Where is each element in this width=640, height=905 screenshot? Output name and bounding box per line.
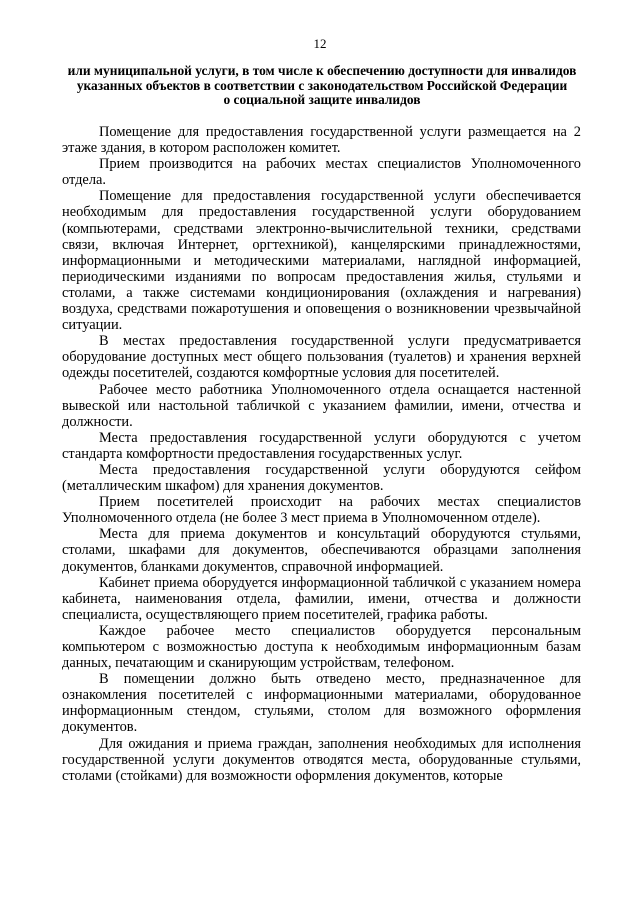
paragraph: Помещение для предоставления государственной услуги обеспечивается необходимым для предоставления государственной услуги оборудованием (компьютерами, средствами электронно-вычислительной техники, средствами связи, включая Интернет, оргтехникой), канцелярскими принадлежностями, информационными и методическими материалами, наглядной информацией, периодическими изданиями по вопросам предоставления жилья, стульями и столами, а также системами кондиционирования (охлаждения и нагревания) воздуха, средствами пожаротушения и оповещения о возникновении чрезвычайной ситуации. <box>62 188 581 334</box>
paragraph: Места предоставления государственной услуги оборудуются с учетом стандарта комфортности предоставления государственных услуг. <box>62 429 581 462</box>
body-text <box>62 124 581 784</box>
page-number: 12 <box>313 36 327 51</box>
paragraph: Кабинет приема оборудуется информационной табличкой с указанием номера кабинета, наименования отдела, фамилии, имени, отчества и должности специалиста, осуществляющего прием посетителей, графика работы. <box>62 574 581 623</box>
heading-line: о социальной защите инвалидов <box>223 92 421 108</box>
paragraph: Каждое рабочее место специалистов оборудуется персональным компьютером с возможностью доступа к необходимым информационным базам данных, печатающим и сканирующим устройствам, телефоном. <box>62 622 581 672</box>
paragraph: Прием посетителей происходит на рабочих местах специалистов Уполномоченного отдела (не более 3 мест приема в Уполномоченном отделе). <box>62 494 581 527</box>
paragraph: В помещении должно быть отведено место, предназначенное для ознакомления посетителей с информационными материалами, оборудованное информационным стендом, стульями, столом для возможного оформления документов. <box>62 671 581 736</box>
paragraph: В местах предоставления государственной услуги предусматривается оборудование доступных мест общего пользования (туалетов) и хранения верхней одежды посетителей, создаются комфортные условия для посетителей. <box>62 333 581 382</box>
paragraph: Места для приема документов и консультаций оборудуются стульями, столами, шкафами для документов, обеспечиваются образцами заполнения документов, бланками документов, справочной информацией. <box>62 526 581 575</box>
paragraph: Помещение для предоставления государственной услуги размещается на 2 этаже здания, в котором расположен комитет. <box>62 124 581 157</box>
paragraph: Рабочее место работника Уполномоченного отдела оснащается настенной вывеской или настольной табличкой с указанием фамилии, имени, отчества и должности. <box>62 381 581 430</box>
paragraph: Места предоставления государственной услуги оборудуются сейфом (металлическим шкафом) для хранения документов. <box>62 461 581 495</box>
paragraph: Прием производится на рабочих местах специалистов Уполномоченного отдела. <box>62 156 581 189</box>
heading-line: или муниципальной услуги, в том числе к обеспечению доступности для инвалидов <box>67 63 577 78</box>
section-heading <box>62 64 582 108</box>
paragraph: Для ожидания и приема граждан, заполнения необходимых для исполнения государственной услуги документов отводятся места, оборудованные стульями, столами (стойками) для возможности оформления документов, которые <box>62 735 581 784</box>
heading-line: указанных объектов в соответствии с законодательством Российской Федерации <box>76 77 568 93</box>
